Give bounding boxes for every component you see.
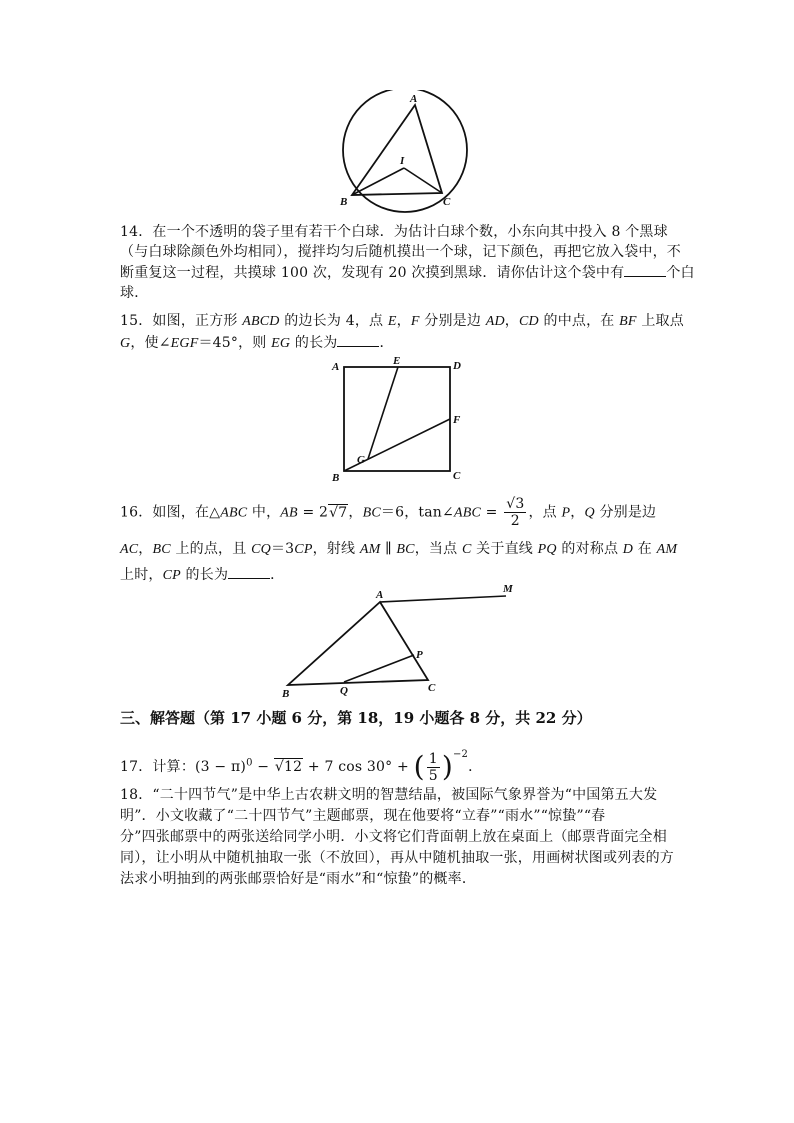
label-b: B (332, 472, 340, 484)
section-3-heading: 三、解答题（第 17 小题 6 分，第 18，19 小题各 8 分，共 22 分） (120, 709, 592, 727)
label-d: D (453, 360, 461, 372)
label-c: C (443, 196, 451, 208)
label-b: B (282, 688, 290, 700)
label-c: C (428, 682, 436, 694)
segment-bi (352, 168, 404, 195)
q15-line-1: 15．如图，正方形 ABCD 的边长为 4，点 E，F 分别是边 AD，CD 的中点，在 BF 上取点 (120, 313, 684, 329)
answer-blank-15[interactable] (337, 332, 379, 347)
fraction-sqrt3-over-2: $\frac{√3}{2}$ (506, 496, 525, 529)
question-15 (120, 311, 684, 354)
q15-line-2: G，使∠EGF＝45°，则 EG 的长为 ． (120, 332, 680, 354)
segment-pq (344, 655, 414, 682)
fraction-one-fifth: $\frac{1}{5}$ (428, 750, 438, 784)
answer-blank-16[interactable] (228, 564, 270, 579)
triangle-abc (288, 602, 428, 685)
q18-line-4: 同），让小明从中随机抽取一张（不放回），再从中随机抽取一张，用画树状图或列表的方 (120, 850, 674, 866)
q18-line-3: 分”四张邮票中的两张送给同学小明．小文将它们背面朝上放在桌面上（邮票背面完全相 (120, 829, 667, 845)
q18-line-5: 法求小明抽到的两张邮票恰好是“雨水”和“惊蛰”的概率． (120, 871, 477, 887)
label-e: E (393, 355, 401, 367)
label-a: A (410, 93, 418, 105)
segment-eg (368, 367, 398, 459)
q14-line-3: 断重复这一过程，共摸球 100 次，发现有 20 次摸到黑球．请你估计这个袋中有 个白 (120, 262, 680, 283)
label-a: A (376, 589, 384, 601)
q14-line-1: 14．在一个不透明的袋子里有若干个白球．为估计白球个数，小东向其中投入 8 个黑球 (120, 224, 668, 240)
label-i: I (400, 155, 405, 167)
q18-line-2: 明”．小文收藏了“二十四节气”主题邮票，现在他要将“立春”“雨水”“惊蛰”“春 (120, 808, 606, 824)
label-b: B (340, 196, 348, 208)
label-m: M (503, 583, 513, 595)
question-14 (120, 222, 695, 303)
q16-line-1: 16．如图，在△ABC 中，AB = 2√7，BC＝6，tan∠ABC = $\frac{√3}{2}$ ，点 P，Q 分别是边 (120, 496, 657, 529)
answer-blank-14[interactable] (624, 262, 666, 277)
question-17 (120, 737, 680, 785)
ray-am (380, 596, 506, 602)
question-16 (120, 496, 680, 586)
q16-line-3: 上时，CP 的长为 ． (120, 564, 680, 586)
triangle-ray-figure (278, 580, 518, 700)
label-g: G (357, 454, 365, 466)
q18-line-1: 18．“二十四节气”是中华上古农耕文明的智慧结晶，被国际气象界誉为“中国第五大发 (120, 787, 658, 803)
question-18 (120, 785, 680, 890)
circle-triangle-figure (330, 90, 480, 215)
q17-expression: 17．计算：$(3 - \pi)^0 - √12 + 7$ cos 30° + ( $\frac{1}{5}$ )$^{-2}$． (120, 749, 483, 784)
square-figure (328, 355, 468, 485)
label-c: C (453, 470, 461, 482)
q16-line-2: AC，BC 上的点，且 CQ＝3CP，射线 AM ∥ BC，当点 C 关于直线 PQ 的对称点 D 在 AM (120, 541, 678, 557)
label-a: A (332, 361, 340, 373)
label-p: P (416, 649, 423, 661)
q14-line-2: （与白球除颜色外均相同），搅拌均匀后随机摸出一个球，记下颜色，再把它放入袋中，不 (120, 244, 681, 260)
triangle-abc (352, 105, 442, 195)
q14-line-4: 球． (120, 285, 149, 301)
label-f: F (453, 414, 461, 426)
label-q: Q (340, 685, 348, 697)
